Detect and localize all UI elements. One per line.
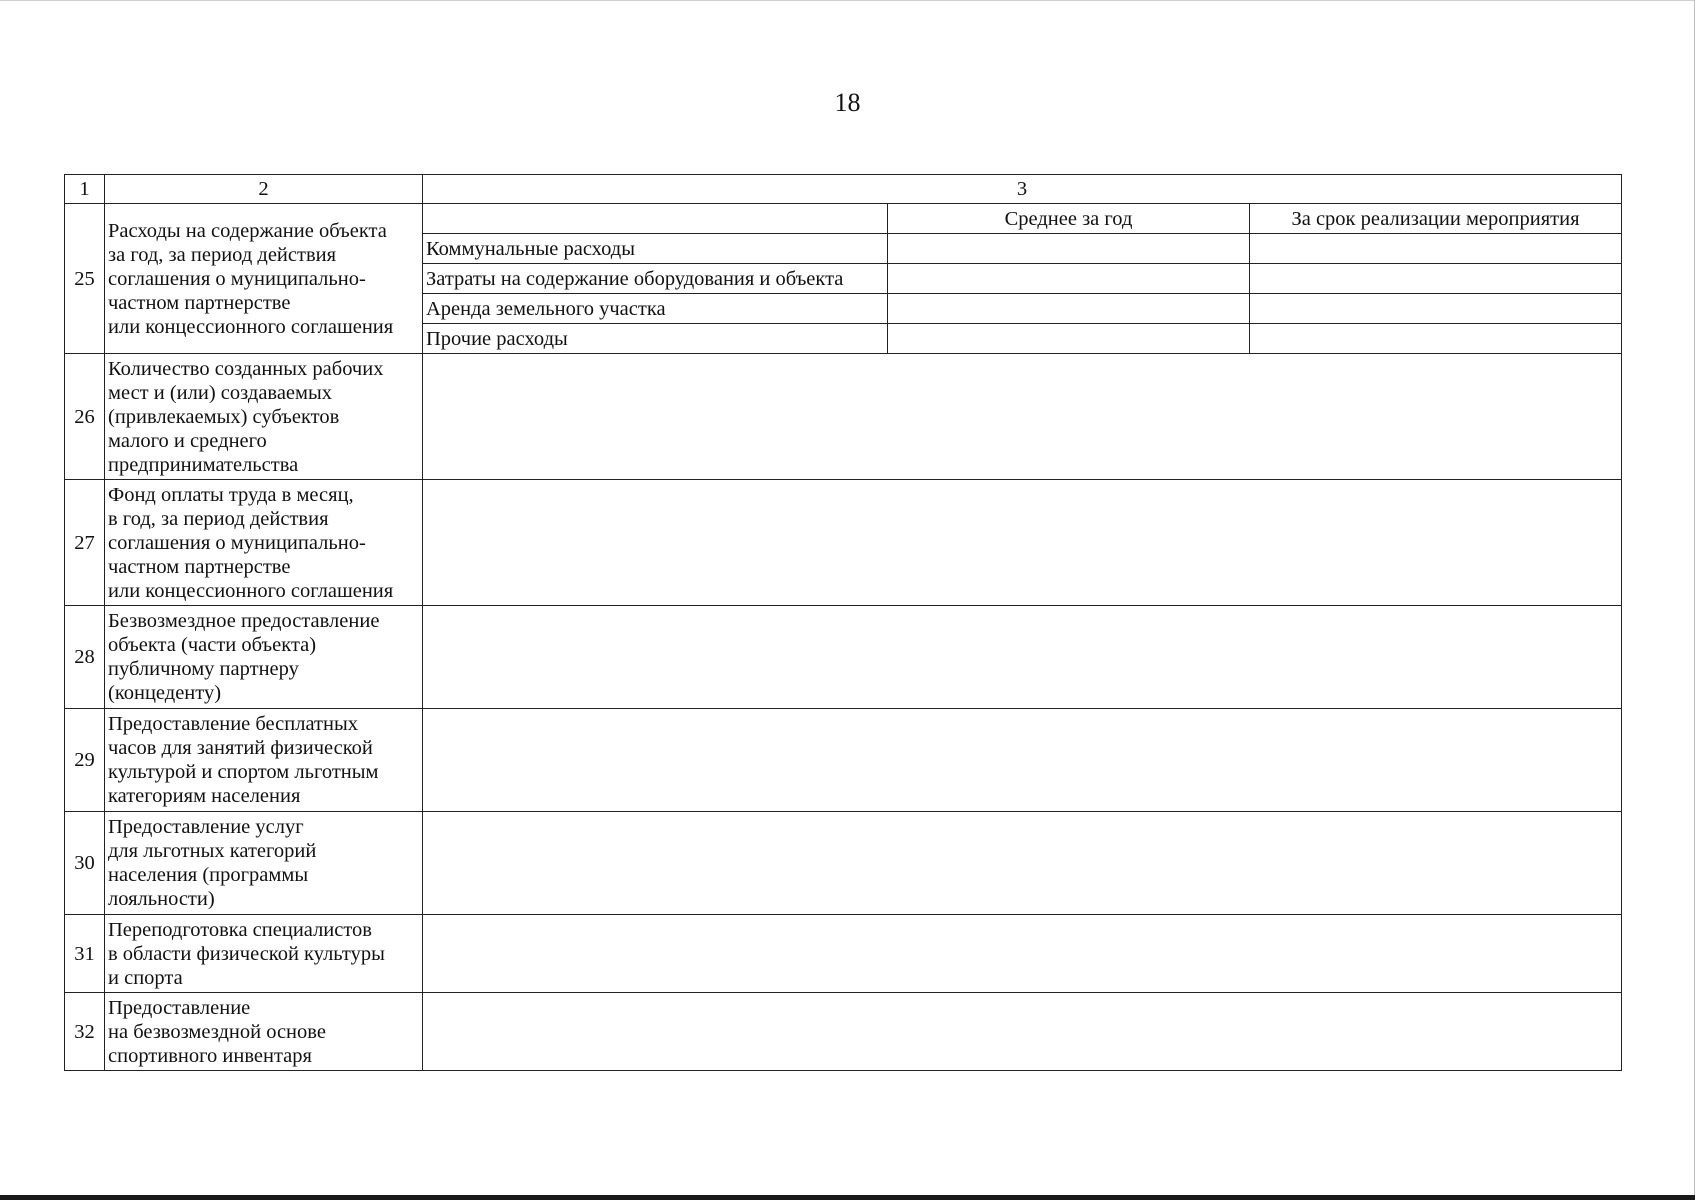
row-description-27: Фонд оплаты труда в месяц, в год, за период действия соглашения о муниципально- частном партнерстве или концессионного соглашения — [105, 480, 423, 606]
row-description-32: Предоставление на безвозмездной основе спортивного инвентаря — [105, 993, 423, 1071]
row-description-31: Переподготовка специалистов в области физической культуры и спорта — [105, 915, 423, 993]
subtable-cell-average[interactable] — [888, 324, 1250, 354]
row-description-28: Безвозмездное предоставление объекта (части объекта) публичному партнеру (концеденту) — [105, 606, 423, 709]
table-row — [65, 354, 1622, 480]
row-number-29: 29 — [65, 709, 105, 812]
row-value-cell-27[interactable] — [423, 480, 1622, 606]
row-value-cell-28[interactable] — [423, 606, 1622, 709]
table-row-25-header — [65, 204, 1622, 234]
subtable-item-label: Аренда земельного участка — [423, 294, 888, 324]
table-row — [65, 915, 1622, 993]
row-number-30: 30 — [65, 812, 105, 915]
subtable-header-implementation-period: За срок реализации мероприятия — [1250, 204, 1622, 234]
row-number-25: 25 — [65, 204, 105, 354]
column-number-row — [65, 175, 1622, 204]
subtable-cell-term[interactable] — [1250, 234, 1622, 264]
form-table — [64, 174, 1622, 1071]
subtable-cell-average[interactable] — [888, 294, 1250, 324]
subtable-item-label: Прочие расходы — [423, 324, 888, 354]
table-row — [65, 709, 1622, 812]
subtable-item-label: Затраты на содержание оборудования и объекта — [423, 264, 888, 294]
subtable-item-label: Коммунальные расходы — [423, 234, 888, 264]
row-value-cell-31[interactable] — [423, 915, 1622, 993]
table-row — [65, 812, 1622, 915]
row-description-26: Количество созданных рабочих мест и (или) создаваемых (привлекаемых) субъектов малого и среднего предпринимательства — [105, 354, 423, 480]
subtable-cell-average[interactable] — [888, 234, 1250, 264]
subtable-cell-term[interactable] — [1250, 324, 1622, 354]
subtable-cell-average[interactable] — [888, 264, 1250, 294]
row-value-cell-29[interactable] — [423, 709, 1622, 812]
column-number-2: 2 — [105, 175, 423, 204]
subtable-cell-term[interactable] — [1250, 264, 1622, 294]
page-number: 18 — [834, 88, 861, 117]
scan-bottom-border — [0, 1195, 1695, 1200]
subtable-cell-term[interactable] — [1250, 294, 1622, 324]
row-description-30: Предоставление услуг для льготных категорий населения (программы лояльности) — [105, 812, 423, 915]
row-number-27: 27 — [65, 480, 105, 606]
row-number-28: 28 — [65, 606, 105, 709]
table-row — [65, 480, 1622, 606]
subtable-header-average-per-year: Среднее за год — [888, 204, 1250, 234]
row-value-cell-26[interactable] — [423, 354, 1622, 480]
row-value-cell-30[interactable] — [423, 812, 1622, 915]
row-description-25: Расходы на содержание объекта за год, за период действия соглашения о муниципально- частном партнерстве или концессионного соглашения — [105, 204, 423, 354]
row-value-cell-32[interactable] — [423, 993, 1622, 1071]
scan-edge-top — [0, 0, 1695, 1]
row-number-31: 31 — [65, 915, 105, 993]
subtable-blank-header-cell — [423, 204, 888, 234]
row-number-32: 32 — [65, 993, 105, 1071]
table-row — [65, 993, 1622, 1071]
column-number-3: 3 — [423, 175, 1622, 204]
row-description-29: Предоставление бесплатных часов для занятий физической культурой и спортом льготным категориям населения — [105, 709, 423, 812]
column-number-1: 1 — [65, 175, 105, 204]
table-row — [65, 606, 1622, 709]
row-number-26: 26 — [65, 354, 105, 480]
